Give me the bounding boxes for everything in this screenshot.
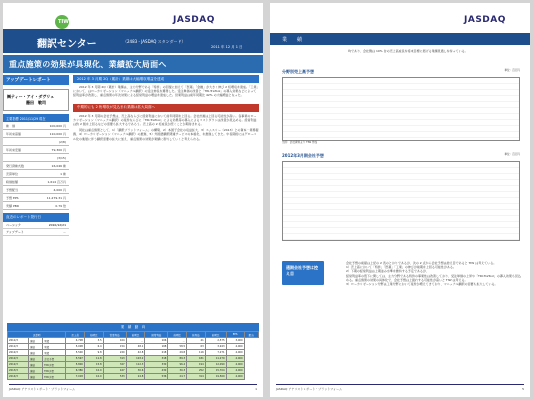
table-header: 経常利益	[145, 332, 168, 338]
history-type: アップデート	[6, 230, 24, 234]
forecast-para-1: 会社予想の前提は上記の 2 表のとおりであるが、次の 2 点から会社予想は控え目であると TIW は考えている。	[346, 261, 497, 265]
indicator-value: 0.79 倍	[55, 203, 66, 208]
table-cell: 4,000	[226, 350, 244, 356]
table-cell: 7,018	[66, 374, 85, 380]
table-cell: 7,271	[205, 350, 226, 356]
table-cell: TIW予想	[43, 374, 66, 380]
history-type: ベーシック	[6, 223, 21, 227]
table-header: 売上高	[66, 332, 85, 338]
table-cell: 2012/3	[8, 350, 29, 356]
table-cell: 89.3	[168, 356, 187, 362]
table-cell: 連結	[28, 344, 42, 350]
indicator-value: 1,614 百万円	[47, 179, 66, 184]
table-cell: 430	[145, 368, 168, 374]
section-2-body-1: 2012 年 3 月期の会社予想は、売上高ならびに経常利益において前年同期を上回る。会社計画は上回る可能性が高い。各事業のローカリゼーション（マニュアル翻訳）の案件ならびに「TRI-TraTool」による効果等の導入によるコストダウンは改善が見込める。経常利益は約 2 割を上回るなどの需要も拡大するであろう。売上高の 2 桁成長が続くことが期待される。	[73, 113, 257, 127]
indicator-label: 実績 PBR	[6, 203, 19, 208]
table-cell: 連結	[28, 362, 42, 368]
table-cell: 41	[187, 338, 206, 344]
table-cell: 連結	[28, 350, 42, 356]
indicator-row	[3, 122, 69, 130]
indicator-value: 110,000 円	[49, 131, 66, 136]
table-cell: 2011/3	[8, 338, 29, 344]
intro-text: 均であり、会社側は 10% 台の売上高成長を将来目標に掲げる業績見通しを持っている。	[348, 49, 468, 53]
jasdaq-logo: JASDAQ	[173, 15, 215, 25]
table-cell: 2,575	[205, 338, 226, 344]
tiw-logo: TIW	[55, 15, 69, 29]
company-forecast-block	[282, 153, 520, 241]
indicator-value: (3/15)	[56, 155, 66, 160]
table-cell: 96.4	[168, 362, 187, 368]
table-cell: 194	[187, 362, 206, 368]
section-2-title: 中期的にも 2 桁増収が見込まれ業績は拡大局面へ	[73, 104, 259, 112]
table-cell: 330	[145, 362, 168, 368]
segment-forecast-note: 出所：会社資料より TIW 作成	[282, 141, 318, 144]
footer-text: JASDAQ アナリストレポート・プラットフォーム	[9, 387, 76, 391]
table-cell: 5,008	[66, 344, 85, 350]
table-cell: －	[168, 338, 187, 344]
page-number: 5	[522, 387, 524, 391]
table-cell: 実績	[43, 350, 66, 356]
table-cell: 104	[103, 338, 126, 344]
indicator-label: 時価総額	[6, 179, 19, 184]
table-cell: 220	[103, 350, 126, 356]
table-cell: 5,800	[66, 362, 85, 368]
forecast-para-5: 3）ローカリゼーション分野は工業分野において案件が増えてきており、マニュアル翻訳の需要も拡大している。	[346, 282, 498, 287]
table-header: 前期比	[205, 332, 226, 338]
table-cell: 313	[103, 356, 126, 362]
page-number: 1	[255, 387, 257, 391]
left-sidebar	[3, 75, 69, 236]
table-header: 前期比	[168, 332, 187, 338]
table-cell: 327	[103, 362, 126, 368]
table-row	[8, 374, 259, 380]
key-indicators-header: 主要指標 2011/11/29 現在	[3, 114, 69, 122]
table-cell: 24.7	[168, 374, 187, 380]
table-cell: －	[126, 338, 145, 344]
report-history-header: 直近のレポート発行日	[3, 213, 69, 222]
table-cell: 実績	[43, 338, 66, 344]
table-cell: 24.8	[126, 374, 145, 380]
table-cell: 連結	[28, 374, 42, 380]
performance-table-block	[7, 323, 259, 380]
key-indicators	[3, 122, 69, 210]
table-header: 配当	[244, 332, 258, 338]
table-cell: 58.5	[168, 344, 187, 350]
table-cell: 連結	[28, 338, 42, 344]
title-banner	[3, 29, 263, 53]
table-cell: 4,708	[66, 338, 85, 344]
indicator-row	[3, 146, 69, 154]
table-cell: 63	[187, 344, 206, 350]
table-cell: 12,090	[205, 362, 226, 368]
indicator-label: 予想 EPS	[6, 195, 19, 200]
table-cell: 19,569	[205, 374, 226, 380]
table-cell: 427	[103, 368, 126, 374]
table-cell: 314	[187, 374, 206, 380]
indicator-row	[3, 154, 69, 162]
table-cell: 116	[187, 350, 206, 356]
table-cell: TIW予想	[43, 362, 66, 368]
section-header-label: 業 績	[282, 37, 303, 43]
forecast-para-4: 経常利益率の低下に関しては、主力分野である特許の事業性は改善しており、受注単価の上昇や「TRI-TraTool」の導入効果も見込める。重点施策の効果の具体化で、会社予想は上振れする可能性が高いと TIW は考える。	[346, 273, 521, 282]
forecast-para-2: 1）売上高において「特許」「医薬」「工業」の伸びが前期を上回る可能性がある。	[346, 265, 456, 270]
table-cell: 536	[145, 374, 168, 380]
table-cell: 30.3	[168, 368, 187, 374]
table-cell: 4,000	[226, 362, 244, 368]
section-header	[270, 33, 530, 45]
table-cell: 42.8	[126, 350, 145, 356]
section-1-body: 2012 年 3 月期 2Q（累計）業績は、主力分野である「特許」の回復に加えて「医薬」「金融」が大きく伸び 2 桁増収を達成。「工業」において、はローカリゼーション（マニュアル翻訳）の受注伸長を獲得した。受注単価の改善と「TRI-TraTool」の導入効果などによって経利益率が改善し、重点施策の年次効果による経常利益の増益を達成した。営業利益は前年同期比 42% の大幅増益となった。	[73, 85, 258, 98]
table-cell: 318	[145, 356, 168, 362]
history-row	[3, 222, 69, 229]
main-text	[73, 75, 259, 141]
company-forecast-unit: 単位：百万円	[504, 153, 520, 156]
indicator-label: 売買単位	[6, 171, 19, 176]
table-cell: 連結	[28, 368, 42, 374]
report-headline: 重点施策の効果が具現化、業績拡大局面へ	[3, 55, 263, 73]
indicator-label: 予想配当	[6, 187, 19, 192]
banner-title: 翻訳センター	[37, 39, 97, 50]
segment-forecast-table	[282, 77, 520, 141]
report-page-5	[270, 3, 530, 397]
segment-forecast-unit: 単位：百万円	[504, 69, 520, 72]
indicator-row	[3, 186, 69, 194]
table-cell: 10.0	[84, 368, 103, 374]
table-cell: 154	[103, 344, 126, 350]
table-cell: 2012/3	[8, 356, 29, 362]
table-cell: 4,000	[226, 368, 244, 374]
table-cell: 252	[187, 368, 206, 374]
table-cell: 181	[187, 356, 206, 362]
table-cell: 6.4	[84, 344, 103, 350]
analyst-name: 藤田 敏司	[26, 100, 46, 105]
update-tag: アップデートレポート	[3, 75, 69, 85]
table-cell: 103.2	[126, 356, 145, 362]
table-cell: TIW予想	[43, 368, 66, 374]
analyst-firm: ㈱ティー・アイ・ダヴリュ	[7, 94, 55, 99]
table-cell: 10.0	[84, 374, 103, 380]
indicator-row	[3, 138, 69, 146]
table-cell: 106	[145, 338, 168, 344]
indicator-value: 11,279.31 円	[46, 195, 66, 200]
table-header: EPS	[226, 332, 244, 338]
page-footer	[9, 384, 257, 391]
section-1-title: 2012 年 3 月期 2Q（累計）業績は大幅増収増益を達成	[73, 75, 259, 83]
indicator-label: 年初来安値	[6, 147, 22, 152]
table-header: 前期比	[84, 332, 103, 338]
table-cell: 連結	[28, 356, 42, 362]
indicator-row	[3, 170, 69, 178]
table-cell: 2014/3	[8, 374, 29, 380]
table-cell: 3,000	[226, 338, 244, 344]
table-cell: 15,704	[205, 368, 226, 374]
history-date: －	[62, 230, 66, 234]
indicator-value: 79,300 円	[51, 147, 66, 152]
table-cell: 5,597	[66, 356, 85, 362]
page-footer	[276, 384, 524, 391]
stock-code: （2483・JASDAQ スタンダード）	[123, 39, 186, 44]
table-cell: 29.8	[168, 350, 187, 356]
table-header: 営業利益	[103, 332, 126, 338]
history-date: 2010/12/21	[48, 223, 66, 227]
history-row	[3, 229, 69, 236]
indicator-row	[3, 162, 69, 170]
table-cell: 533	[103, 374, 126, 380]
table-cell: 2012/3	[8, 362, 29, 368]
indicator-value: 100,600 円	[49, 123, 66, 128]
indicator-row	[3, 130, 69, 138]
indicator-row	[3, 194, 69, 202]
forecast-callout: 通期会社予想は控え目	[282, 261, 324, 285]
table-cell: 4,000	[226, 374, 244, 380]
table-cell: 6,380	[66, 368, 85, 374]
indicator-label: 年初来高値	[6, 131, 22, 136]
performance-table-title: 業 績 動 向	[7, 323, 259, 331]
table-header: 決算期	[8, 332, 66, 338]
jasdaq-logo: JASDAQ	[464, 15, 506, 25]
indicator-value: 16,046 株	[51, 163, 66, 168]
indicator-value: 1 株	[60, 171, 66, 176]
table-cell: 2011/3	[8, 344, 29, 350]
segment-forecast-title: 分野別売上高予想	[282, 69, 314, 74]
forecast-text	[346, 261, 522, 286]
table-header: 純利益	[187, 332, 206, 338]
table-cell: 3.5	[84, 338, 103, 344]
report-page-1	[3, 3, 263, 397]
table-cell: 4,000	[226, 356, 244, 362]
table-cell: 48.1	[126, 344, 145, 350]
segment-forecast-block	[282, 69, 520, 145]
table-cell: 会社予想	[43, 356, 66, 362]
indicator-row	[3, 202, 69, 210]
table-cell: 4,000	[226, 344, 244, 350]
table-cell: 30.6	[126, 368, 145, 374]
company-forecast-title: 2012年3月期会社予想	[282, 153, 324, 158]
table-header: 前期比	[126, 332, 145, 338]
company-forecast-table	[282, 161, 520, 241]
table-cell: 11.8	[84, 356, 103, 362]
section-2-body-2: 同社は重点施策として、1）「翻訳プラットフォーム」の構築、2）本国子会社の収益拡大、3）エムスリー（2413）との資本・業務提携、4）ローカリゼーション（マニュアル翻訳）の推進、5）外国語翻訳関連サービスの本格化、を推進してきた。中長期的にはグローバル化の進展に伴う翻訳需要の拡大に加え、重点施策の効果が業績に寄与していくと考えられる。	[73, 128, 259, 141]
table-cell: 11,279	[205, 356, 226, 362]
analyst-box	[3, 89, 69, 111]
performance-table	[7, 331, 259, 380]
indicator-label: 株 価	[6, 123, 16, 128]
footer-text: JASDAQ アナリストレポート・プラットフォーム	[276, 387, 343, 391]
table-cell: 9.8	[84, 350, 103, 356]
table-cell: 実績	[43, 344, 66, 350]
indicator-row	[3, 178, 69, 186]
table-cell: 15.8	[84, 362, 103, 368]
table-cell: 112.3	[126, 362, 145, 368]
table-cell: 2013/3	[8, 368, 29, 374]
indicator-value: 4,000 円	[53, 187, 66, 192]
table-cell: 3,943	[205, 344, 226, 350]
indicator-label: 発行済株式数	[6, 163, 25, 168]
indicator-value: (2/8)	[58, 139, 66, 144]
forecast-para-3: 2）下期の経常利益は上期並み水準を維持する予定であるが、	[346, 269, 429, 274]
report-history	[3, 222, 69, 236]
table-cell: 168	[145, 344, 168, 350]
table-cell: 218	[145, 350, 168, 356]
report-date: 2011 年 12 月 1 日	[211, 45, 243, 49]
table-cell: 5,500	[66, 350, 85, 356]
